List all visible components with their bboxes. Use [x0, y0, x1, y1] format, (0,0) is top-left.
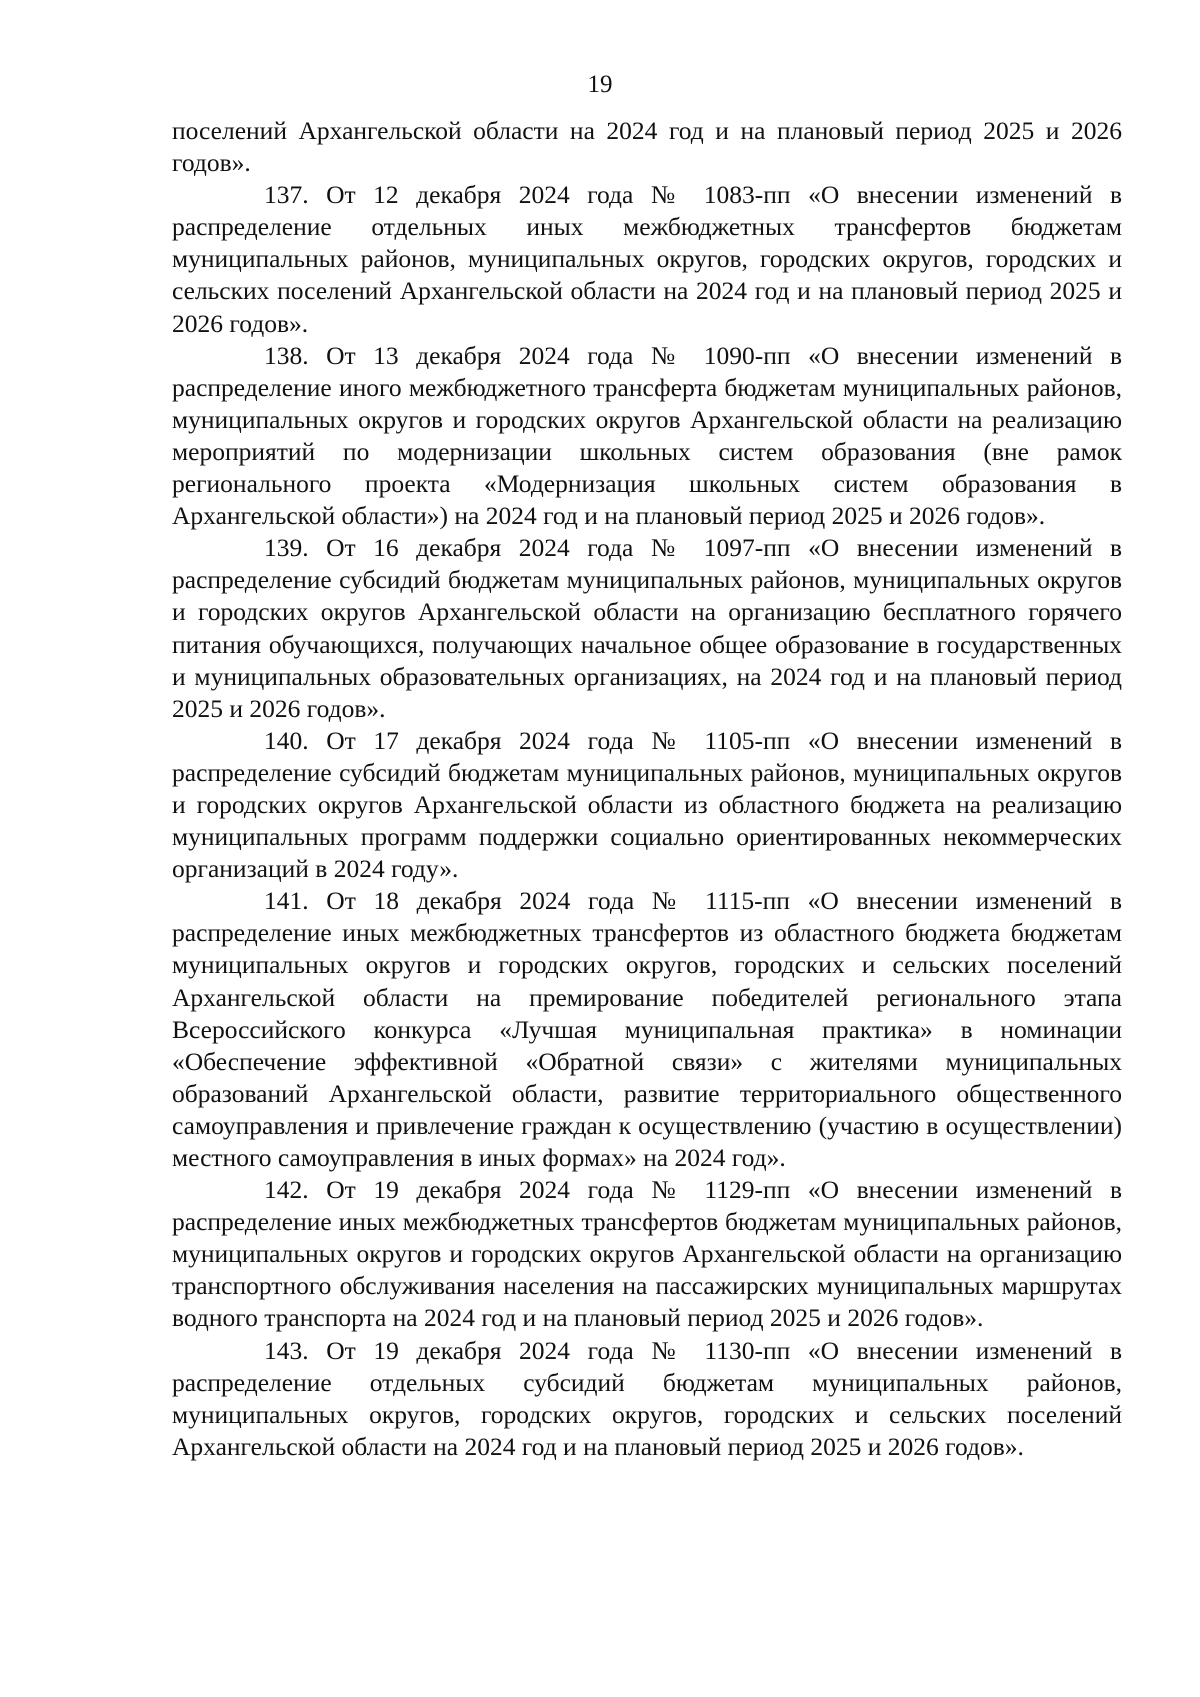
page-number: 19 [587, 71, 613, 98]
list-item-142: 142. От 19 декабря 2024 года № 1129-пп «О внесении изменений в распределение иных межбюджетных трансфертов бюджетам муниципальных районов, муниципальных округов и городских округов Архангельской области на организацию транспортного обслуживания населения на пассажирских муниципальных маршрутах водного транспорта на 2024 год и на плановый период 2025 и 2026 годов». [172, 1175, 1122, 1333]
list-item-141: 141. От 18 декабря 2024 года № 1115-пп «О внесении изменений в распределение иных межбюджетных трансфертов из областного бюджета бюджетам муниципальных округов и городских округов, городских и сельских поселений Архангельской области на премирование победителей регионального этапа Всероссийского конкурса «Лучшая муниципальная практика» в номинации «Обеспечение эффективной «Обратной связи» с жителями муниципальных образований Архангельской области, развитие территориального общественного самоуправления и привлечение граждан к осуществлению (участию в осуществлении) местного самоуправления в иных формах» на 2024 год». [172, 886, 1122, 1172]
list-item-137: 137. От 12 декабря 2024 года № 1083-пп «О внесении изменений в распределение отдельных иных межбюджетных трансфертов бюджетам муниципальных районов, муниципальных округов, городских округов, городских и сельских поселений Архангельской области на 2024 год и на плановый период 2025 и 2026 годов». [172, 180, 1122, 338]
list-item-138: 138. От 13 декабря 2024 года № 1090-пп «О внесении изменений в распределение иного межбюджетного трансферта бюджетам муниципальных районов, муниципальных округов и городских округов Архангельской области на реализацию мероприятий по модернизации школьных систем образования (вне рамок регионального проекта «Модернизация школьных систем образования в Архангельской области») на 2024 год и на плановый период 2025 и 2026 годов». [172, 340, 1122, 531]
document-body [172, 115, 1122, 1463]
list-item-140: 140. От 17 декабря 2024 года № 1105-пп «О внесении изменений в распределение субсидий бюджетам муниципальных районов, муниципальных округов и городских округов Архангельской области из областного бюджета на реализацию муниципальных программ поддержки социально ориентированных некоммерческих организаций в 2024 году». [172, 725, 1122, 884]
list-item-143: 143. От 19 декабря 2024 года № 1130-пп «О внесении изменений в распределение отдельных субсидий бюджетам муниципальных районов, муниципальных округов, городских округов, городских и сельских поселений Архангельской области на 2024 год и на плановый период 2025 и 2026 годов». [172, 1335, 1122, 1461]
list-item-139: 139. От 16 декабря 2024 года № 1097-пп «О внесении изменений в распределение субсидий бюджетам муниципальных районов, муниципальных округов и городских округов Архангельской области на организацию бесплатного горячего питания обучающихся, получающих начальное общее образование в государственных и муниципальных образовательных организациях, на 2024 год и на плановый период 2025 и 2026 годов». [172, 533, 1122, 723]
continuation-paragraph: поселений Архангельской области на 2024 год и на плановый период 2025 и 2026 годов». [172, 116, 1122, 178]
